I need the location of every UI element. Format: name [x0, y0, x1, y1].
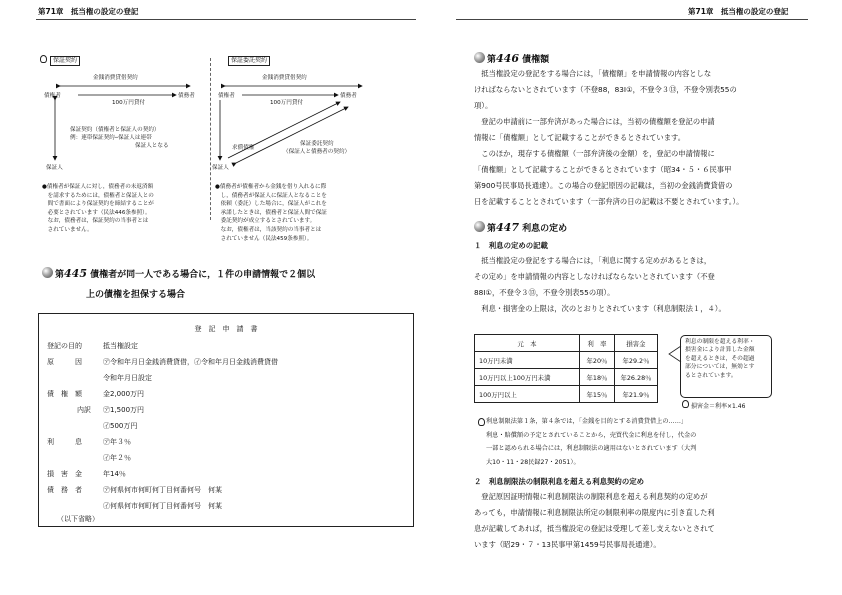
creditor-right: 債権者: [218, 93, 235, 99]
example-line2: 保証人となる: [135, 143, 169, 149]
note-left: [42, 183, 154, 235]
callout-line: 部分については，無効とす: [685, 364, 755, 371]
section-number: 446: [496, 52, 519, 65]
form-value: 金2,000万円: [103, 390, 145, 398]
table-row: [475, 369, 658, 386]
guarantee-contract-desc: 保証契約（債権者と保証人の契約）: [70, 127, 160, 133]
body-line: 日を記載することとされています（一部弁済の日の記載は不要とされています。）。: [474, 197, 744, 206]
note-line: 大10・11・28民録27・2051）。: [486, 458, 580, 466]
note-right-line: 承諾したときは，債務者と保証人間で保証: [215, 209, 327, 216]
loan-left: 100万円貸付: [112, 100, 146, 106]
table-cell: 年20％: [580, 352, 615, 369]
body-line: 「債権額」として記載することができるとされています（昭34・５・６民事甲: [474, 165, 732, 174]
form-value: 抵当権設定: [103, 342, 138, 350]
body-line: 登記の申請前に一部弁済があった場合には，当初の債権額を登記の申請: [474, 117, 715, 126]
entrust-contract-box: 保証委託契約: [228, 56, 270, 66]
note-left-line: されていません。: [42, 226, 93, 233]
form-label: 債 権 額: [47, 390, 82, 398]
form-value: ㋑何県何市何町何丁目何番何号 何某: [103, 502, 222, 510]
claim-label: 求償債権: [232, 145, 255, 151]
note-right-line: されていません（民法459条参照）。: [215, 235, 313, 242]
form-title: 登 記 申 請 書: [194, 325, 258, 333]
note-right: [215, 183, 327, 243]
callout-line: るとされています。: [685, 372, 737, 379]
subsection-1-heading: １ 利息の定めの記載: [474, 241, 548, 250]
form-label: 損 害 金: [47, 470, 82, 478]
note-line: 利息制限法第１条，第４条では，「金銭を目的とする消費貸借上の……」: [486, 418, 688, 425]
lightbulb-icon: [682, 400, 689, 408]
note-right-line: し，債務者が保証人に保証人となることを: [215, 192, 327, 199]
form-value: ㋐1,500万円: [103, 406, 145, 414]
lightbulb-icon: [478, 418, 485, 426]
section-ball-icon: [474, 52, 485, 63]
body-line: 88Ⅰ①，不登令３⑬，不登令別表55の項）。: [474, 288, 615, 297]
section-title: 債権額: [522, 55, 550, 65]
contract-label-left: 金銭消費貸借契約: [93, 75, 138, 81]
guarantee-contract-box: 保証契約: [50, 56, 80, 66]
form-value: 令和年月日設定: [103, 374, 152, 382]
interest-law-note: [486, 415, 696, 469]
callout-line: 利息の制限を超える利率・: [685, 339, 755, 345]
guarantor-left: 保証人: [46, 165, 63, 171]
form-label: 原 因: [47, 358, 82, 366]
left-header: 第71章 抵当権の設定の登記: [38, 7, 139, 16]
note-right-line: ●債務者が債権者から金銭を借り入れるに際: [215, 184, 327, 190]
form-label: 登記の目的: [47, 342, 82, 350]
subsection-2-heading: ２ 利息制限法の制限利息を超える利息契約の定め: [474, 477, 644, 486]
form-value: ㋐令和年月日金銭消費貸借，㋑令和年月日金銭消費貸借: [103, 358, 278, 366]
rate-callout: [680, 335, 772, 398]
section-ball-icon: [474, 221, 485, 232]
table-header-cell: 利 率: [580, 335, 615, 352]
table-cell: 年15％: [580, 386, 615, 403]
section-447-body1: [474, 253, 726, 317]
note-left-line: 必要とされています（民法446条参照）。: [42, 209, 151, 216]
right-header-rule: [456, 19, 808, 20]
example-line1: 例：連帯保証契約─保証人は連帯: [70, 135, 152, 141]
callout-line: を超えるときは，その超過: [685, 355, 755, 362]
table-cell: 10万円以上100万円未満: [475, 369, 580, 386]
note-left-line: 間で書面により保証契約を締結することが: [42, 201, 154, 208]
form-value: ㋐年３％: [103, 438, 131, 446]
callout-line: 損害金により計算した金額: [685, 347, 755, 354]
note-left-line: ●債権者が保証人に対し，債務者の未返済額: [42, 184, 154, 190]
note-left-line: なお，債務者は，保証契約の当事者とは: [42, 218, 149, 225]
form-label: 内訳: [77, 406, 91, 414]
note-line: 一部と認められる場合には，利息制限法の適用はないとされています（大判: [486, 445, 697, 453]
body-line: 項）。: [474, 101, 493, 110]
guarantor-right: 保証人: [212, 165, 229, 171]
note-right-line: 委託契約が成立するとされています。: [215, 218, 316, 225]
body-line: 第900号民事局長通達）。この場合の登記原因の記載は，当初の金銭消費貸借の: [474, 181, 733, 190]
debtor-left: 債務者: [178, 93, 195, 99]
entrust-desc-2: （保証人と債務者の契約）: [283, 149, 351, 155]
section-title-line1: 債権者が同一人である場合に，１件の申請情報で２個以: [90, 270, 316, 280]
form-value: ㋑年２％: [103, 454, 131, 462]
section-445-title: 第445 債権者が同一人である場合に，１件の申請情報で２個以: [42, 267, 315, 280]
body-line: 情報に「債権額」として記載することができるとされています。: [474, 133, 686, 142]
note-right-line: なお，債権者は，当該契約の当事者とは: [215, 226, 322, 233]
form-label: 債 務 者: [47, 486, 82, 494]
section-445-title-line2: 上の債権を担保する場合: [86, 290, 186, 300]
form-value: 年14％: [103, 470, 126, 478]
application-form: [38, 313, 414, 527]
form-value: ㋐何県何市何町何丁目何番何号 何某: [103, 486, 222, 494]
body-line: ければならないとされています（不登88，83Ⅰ①，不登令３⑬，不登令別表55の: [474, 85, 737, 94]
right-header: 第71章 抵当権の設定の登記: [688, 7, 789, 16]
interest-rate-table: [474, 334, 658, 403]
table-header-row: [475, 335, 658, 352]
section-title: 利息の定め: [522, 224, 568, 234]
form-label: 利 息: [47, 438, 82, 446]
note-left-line: を請求するためには，債権者と保証人との: [42, 192, 154, 199]
table-cell: 年26.28％: [615, 369, 658, 386]
form-footer: （以下省略）: [57, 515, 99, 523]
loan-right: 100万円貸付: [270, 100, 304, 106]
section-447-title: 第447 利息の定め: [474, 221, 567, 234]
body-line: 息が記載してあれば，抵当権設定の登記は受理して差し支えないとされて: [474, 524, 715, 533]
body-line: 抵当権設定の登記をする場合には，「利息に関する定めがあるときは，: [474, 256, 712, 265]
form-value: ㋑500万円: [103, 422, 138, 430]
body-line: 利息・損害金の上限は，次のとおりとされています（利息制限法１，４）。: [474, 304, 726, 313]
section-446-body: [474, 66, 743, 210]
debtor-right: 債務者: [340, 93, 357, 99]
damage-formula: 損害金＝利率×1.46: [691, 403, 746, 410]
note-line: 利息・賠償額の予定とされていることから，売買代金に利息を付し，代金の: [486, 431, 697, 439]
body-line: あっても，申請情報に利息制限法所定の制限利率の限度内に引き直した利: [474, 508, 715, 517]
body-line: このほか，現存する債権額（一部弁済後の金額）を，登記の申請情報に: [474, 149, 715, 158]
table-cell: 年29.2％: [615, 352, 658, 369]
note-right-line: 依頼（委託）した場合に，保証人がこれを: [215, 201, 327, 208]
table-cell: 10万円未満: [475, 352, 580, 369]
body-line: 抵当権設定の登記をする場合には，「債権額」を申請情報の内容としな: [474, 69, 712, 78]
table-header-cell: 損害金: [615, 335, 658, 352]
table-header-cell: 元 本: [475, 335, 580, 352]
creditor-left: 債権者: [44, 93, 61, 99]
entrust-desc-1: 保証委託契約: [300, 141, 334, 147]
diagram-arrows: [0, 0, 420, 180]
section-number: 445: [64, 267, 87, 280]
table-row: [475, 352, 658, 369]
table-cell: 年21.9％: [615, 386, 658, 403]
body-line: 登記原因証明情報に利息制限法の制限利息を超える利息契約の定めが: [474, 492, 708, 501]
contract-label-right: 金銭消費貸借契約: [262, 75, 307, 81]
table-row: [475, 386, 658, 403]
section-number: 447: [496, 221, 519, 234]
body-line: その定め」を申請情報の内容としなければならないとされています（不登: [474, 272, 715, 281]
section-446-title: 第446 債権額: [474, 52, 549, 65]
section-ball-icon: [42, 267, 53, 278]
body-line: います（昭29・７・13民事甲第1459号民事局長通達）。: [474, 540, 661, 549]
table-cell: 100万円以上: [475, 386, 580, 403]
section-447-body2: [474, 489, 715, 553]
table-cell: 年18％: [580, 369, 615, 386]
